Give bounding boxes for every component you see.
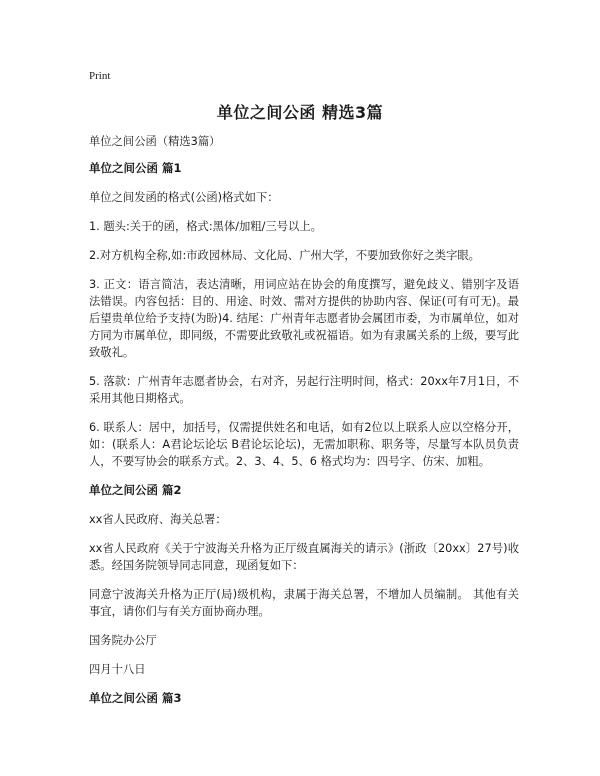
document-body <box>89 133 519 719</box>
section-1-item-2: 2.对方机构全称,如:市政园林局、文化局、广州大学，不要加致你好之类字眼。 <box>89 249 480 262</box>
document-title: 单位之间公函 精选3篇 <box>216 103 384 122</box>
section-2-date: 四月十八日 <box>89 663 146 676</box>
section-1-item-5: 5. 落款：广州青年志愿者协会，右对齐，另起行注明时间，格式：20xx年7月1日，不采用其他日期格式。 <box>89 375 519 405</box>
section-2-body-1: xx省人民政府《关于宁波海关升格为正厅级直属海关的请示》(浙政〔20xx〕27号)收悉。经国务院领导同志同意，现函复如下： <box>89 542 519 572</box>
section-1-item-6: 6. 联系人：居中，加括号，仅需提供姓名和电话，如有2位以上联系人应以空格分开，如：(联系人：A君论坛论坛 B君论坛论坛)，无需加职称、职务等，尽量写本队员负责人，不要写协会的联系方式。2、3、4、5、6 格式均为：四号字、仿宋、加粗。 <box>89 421 519 468</box>
section-3-heading: 单位之间公函 篇3 <box>89 691 182 705</box>
print-label: Print <box>89 70 111 82</box>
section-1-item-1: 1. 题头:关于的函，格式:黑体/加粗/三号以上。 <box>89 220 322 233</box>
section-2-heading: 单位之间公函 篇2 <box>89 483 182 497</box>
section-2-signature: 国务院办公厅 <box>89 634 157 647</box>
section-2-body-2: 同意宁波海关升格为正厅(局)级机构，隶属于海关总署，不增加人员编制。 其他有关事宜，请你们与有关方面协商办理。 <box>89 588 519 618</box>
section-1-heading: 单位之间公函 篇1 <box>89 161 182 175</box>
section-1-intro: 单位之间发函的格式(公函)格式如下： <box>89 191 279 204</box>
document-subtitle: 单位之间公函（精选3篇） <box>89 135 221 148</box>
section-2-recipient: xx省人民政府、海关总署： <box>89 513 227 526</box>
section-1-item-3: 3. 正文：语言简洁，表达清晰，用词应站在协会的角度撰写，避免歧义、错别字及语法错误。内容包括：目的、用途、时效、需对方提供的协助内容、保证(可有可无)。最后望贵单位给予支持(为盼)4. 结尾：广州青年志愿者协会属团市委，为市属单位，如对方同为市属单位，即同级，不需要此致敬礼或祝福语。如为有隶属关系的上级，要写此致敬礼。 <box>89 278 519 359</box>
